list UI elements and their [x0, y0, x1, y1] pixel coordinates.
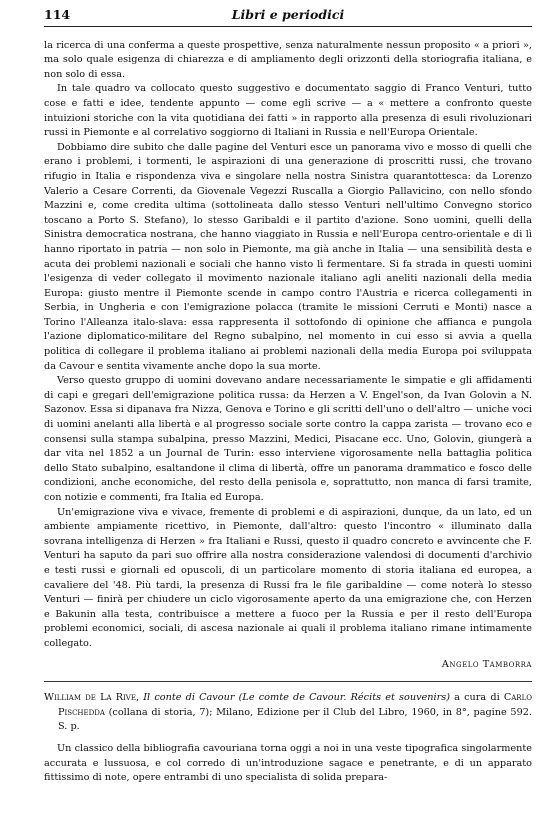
page-number: 114 — [44, 7, 71, 22]
book-author: William de La Rive — [44, 692, 136, 704]
paragraph: In tale quadro va collocato questo suggestivo e documentato saggio di Franco Venturi, tutto cose e fatti e idee, tendente appunto — come egli scrive — a « mettere a confronto queste intuizioni storiche con la vita quotidiana dei fatti » in rapporto alla presenza di esuli rivoluzionari russi in Piemonte e al correlativo soggiorno di Italiani in Russia e nell'Europa Orientale. — [44, 83, 532, 139]
book-details: (collana di storia, 7); Milano, Edizione per il Club del Libro, 1960, in 8°, pagine 592. S. p. — [58, 706, 532, 733]
paragraph-continuation: la ricerca di una conferma a queste prospettive, senza naturalmente nessun proposito « a priori », ma solo quale esigenza di chiarezza e di ampliamento degli orizzonti della storiografia italiana, e non solo di essa. — [44, 39, 532, 80]
review-paragraph: Un classico della bibliografia cavouriana torna oggi a noi in una veste tipografica singolarmente accurata e lussuosa, e col corredo di un'introduzione sagace e penetrante, e di un apparato fittissimo di note, opere entrambi di uno specialista di solida prepara- — [44, 742, 532, 784]
paragraph: Un'emigrazione viva e vivace, fremente di problemi e di aspirazioni, dunque, da un lato, ed un ambiente ampiamente ricettivo, in Piemonte, dall'altro: questo l'incontro « illuminato dalla sovrana intelligenza di Herzen » fra Italiani e Russi, questo il quadro concreto e avvincente che F. Venturi ha saputo da pari suo offrire alla nostra considerazione valendosi di documenti d'archivio e testi russi e giornali ed opuscoli, di un particolare momento di storia italiana ed europea, a cavaliere del '48. Più tardi, la presenza di Russi fra le file garibaldine — come noterà lo stesso Venturi — finirà per chiudere un ciclo vigorosamente aperto da una emigrazione che, con Herzen e Bakunin alla testa, contribuisce a mettere a fuoco per la Russia e per il resto dell'Europa problemi economici, sociali, di ascesa nazionale ai quali il problema italiano rimane intimamente collegato. — [44, 506, 532, 649]
reviewer-signature: Angelo Tamborra — [441, 658, 532, 670]
paragraph: Verso questo gruppo di uomini dovevano andare necessariamente le simpatie e gli affidamenti di capi e gregari dell'emigrazione politica russa: da Herzen a V. Engel'son, da Ivan Golovin a N. Sazonov. Essa si dipanava fra Nizza, Genova e Torino e gli scritti dell'uno o dell'altro — uniche voci di uomini anelanti alla libertà e al progresso sociale sorte contro la cappa zarista — trovano eco e consensi sulla stampa subalpina, presso Mazzini, Medici, Pisacane ecc. Uno, Golovin, giungerà a dar vita nel 1852 a un Journal de Turin: esso interviene vigorosamente nella battaglia politica dello Stato subalpino, esaltandone il clima di libertà, offre un panorama drammatico e fosco delle condizioni, anche economiche, del resto della penisola e, soprattutto, non manca di farsi tramite, con notizie e commenti, fra Italia ed Europa. — [44, 375, 532, 503]
section-divider — [44, 681, 532, 682]
paragraph: Dobbiamo dire subito che dalle pagine del Venturi esce un panorama vivo e mosso di quelli che erano i problemi, i tormenti, le aspirazioni di una generazione di proscritti russi, che trovano rifugio in Italia e rispondenza viva e singolare nella nostra Sinistra quarantottesca: da Lorenzo Valerio a Cesare Correnti, da Giovenale Vegezzi Ruscalla a Giorgio Pallavicino, con nello sfondo Mazzini e, come credita ultima (sottolineata dallo stesso Venturi nell'ultimo Convegno storico toscano a Porto S. Stefano), lo stesso Garibaldi e il partito d'azione. Sono uomini, quelli della Sinistra democratica nostrana, che hanno viaggiato in Russia e nell'Europa centro-orientale e di lì hanno riportato in patria — non solo in Piemonte, ma già anche in Italia — una sensibilità desta e acuta dei problemi nazionali e sociali che hanno visto lì fermentare. Si fa strada in questi uomini l'esigenza di veder collegato il movimento nazionale italiano agli aneliti nazionali della media Europa: giusto mentre il Piemonte scende in campo contro l'Austria e ricerca collegamenti in Serbia, in Ungheria e con l'emigrazione polacca (tramite le missioni Cerruti e Monti) nasce a Torino l'Alleanza italo-slava: essa rappresenta il sottofondo di opinione che affianca e pungola l'azione diplomatico-militare del Regno subalpino, nel momento in cui esso si avvia a quella politica di collegare il problema italiano ai problemi nazionali della media Europa poi sviluppata da Cavour e sentita vivamente anche dopo la sua morte. — [44, 141, 532, 372]
page — [44, 8, 532, 786]
running-header — [44, 8, 532, 27]
running-title: Libri e periodici — [231, 7, 345, 22]
book-title: Il conte di Cavour (Le comte de Cavour. Récits et souvenirs) — [143, 692, 450, 704]
bibliographic-entry: William de La Rive, Il conte di Cavour (Le comte de Cavour. Récits et souvenirs) a cura di Carlo Pischedda (collana di storia, 7); Milano, Edizione per il Club del Libro, 1960, in 8°, pagine 592. S. p. — [44, 692, 532, 733]
editor-prefix: a cura di — [454, 692, 500, 704]
book-editor: Carlo Pischedda — [58, 692, 532, 718]
